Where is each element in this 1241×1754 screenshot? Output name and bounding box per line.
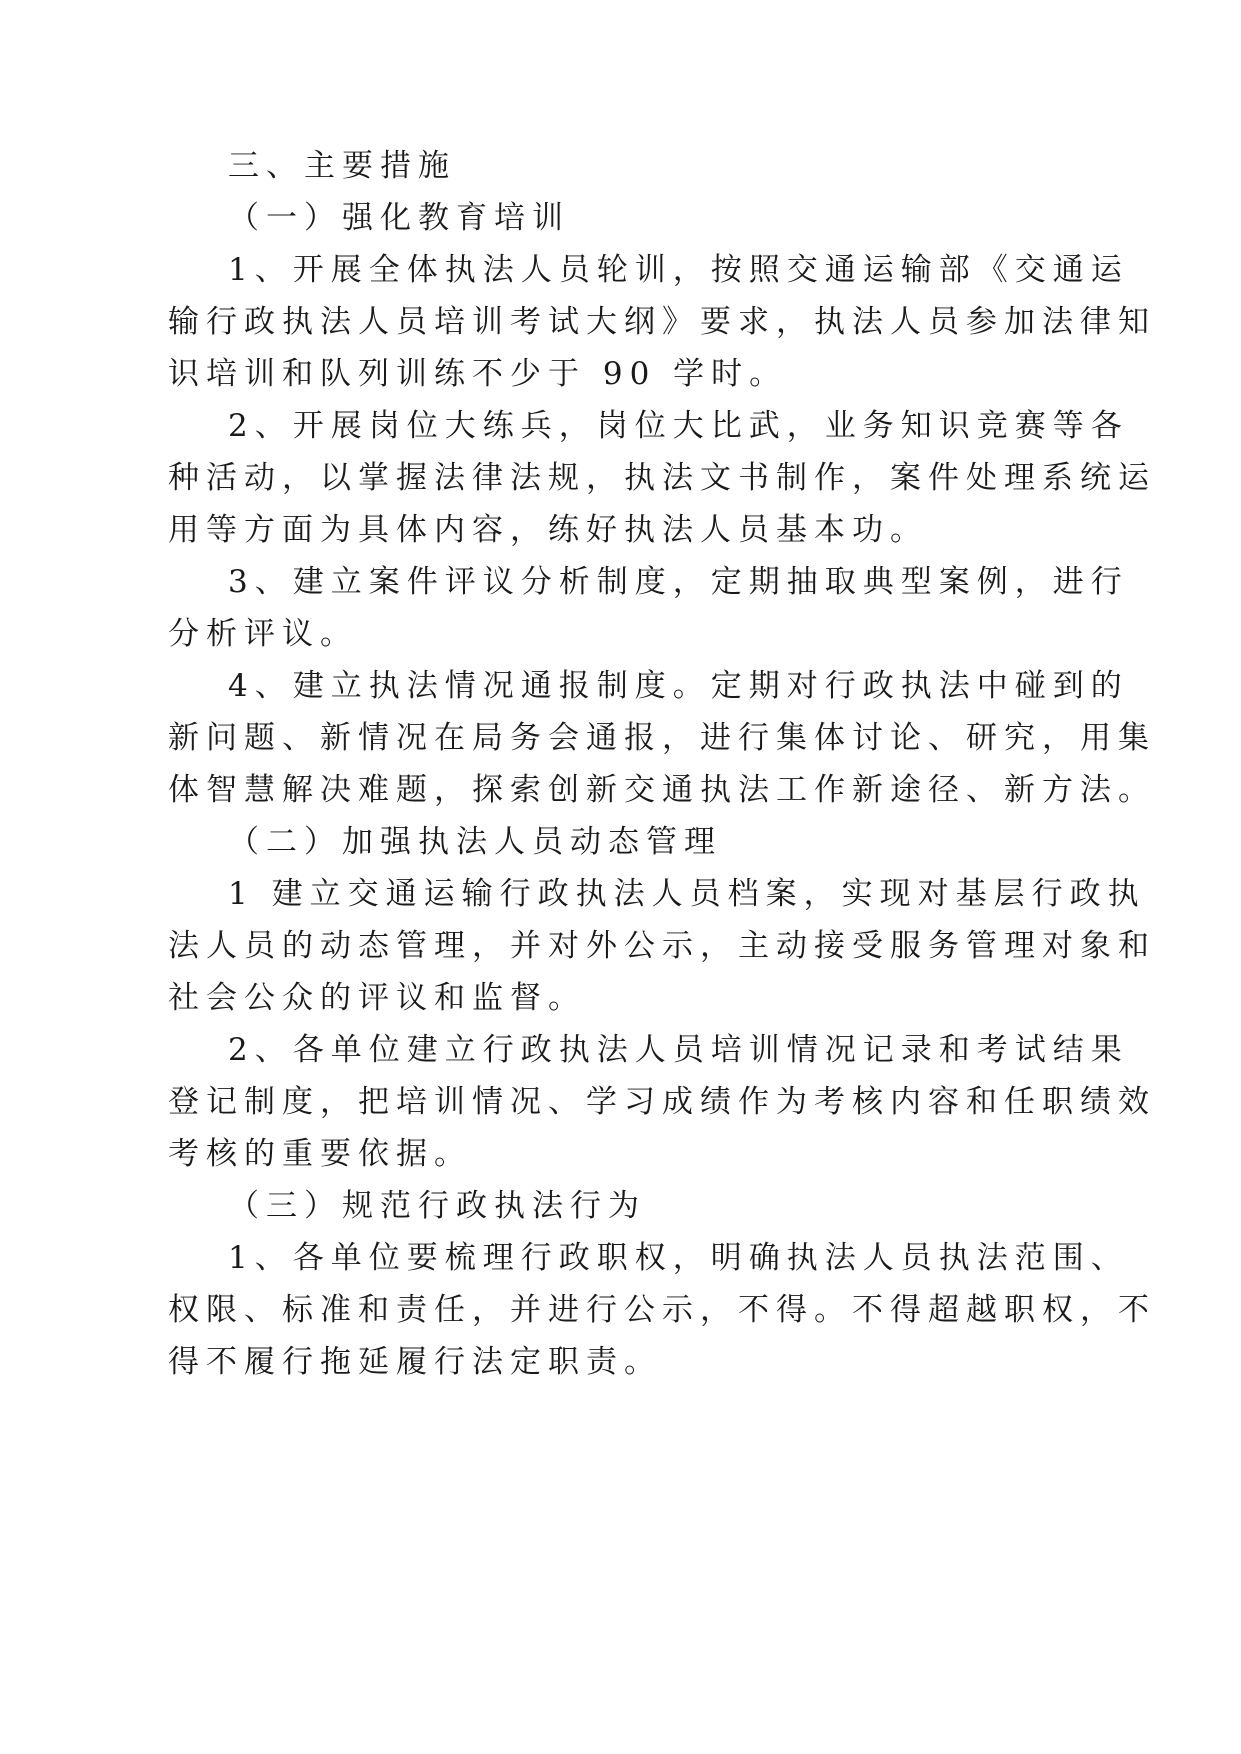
paragraph-line: 3、建立案件评议分析制度，定期抽取典型案例，进行 [228, 564, 1129, 600]
paragraph-line: 1、各单位要梳理行政职权，明确执法人员执法范围、 [228, 1240, 1129, 1276]
paragraph-line: 考核的重要依据。 [168, 1136, 472, 1172]
paragraph-line: 得不履行拖延履行法定职责。 [168, 1344, 662, 1380]
paragraph-line: 2、各单位建立行政执法人员培训情况记录和考试结果 [228, 1032, 1129, 1068]
paragraph-line: 权限、标准和责任，并进行公示，不得。不得超越职权，不 [168, 1292, 1156, 1328]
paragraph-line: 4、建立执法情况通报制度。定期对行政执法中碰到的 [228, 668, 1129, 704]
paragraph-line: 登记制度，把培训情况、学习成绩作为考核内容和任职绩效 [168, 1084, 1156, 1120]
paragraph-line: 1 建立交通运输行政执法人员档案，实现对基层行政执 [228, 876, 1146, 912]
paragraph-line: 识培训和队列训练不少于 90 学时。 [168, 356, 788, 392]
subsection-heading-standardize-enforcement: （三）规范行政执法行为 [228, 1188, 646, 1224]
paragraph-line: 种活动，以掌握法律法规，执法文书制作，案件处理系统运 [168, 460, 1156, 496]
subsection-heading-dynamic-management: （二）加强执法人员动态管理 [228, 824, 722, 860]
paragraph-line: 社会公众的评议和监督。 [168, 980, 586, 1016]
paragraph-line: 1、开展全体执法人员轮训，按照交通运输部《交通运 [228, 252, 1129, 288]
paragraph-line: 分析评议。 [168, 616, 358, 652]
subsection-heading-education-training: （一）强化教育培训 [228, 200, 570, 236]
paragraph-line: 新问题、新情况在局务会通报，进行集体讨论、研究，用集 [168, 720, 1156, 756]
paragraph-line: 2、开展岗位大练兵，岗位大比武，业务知识竞赛等各 [228, 408, 1129, 444]
paragraph-line: 法人员的动态管理，并对外公示，主动接受服务管理对象和 [168, 928, 1156, 964]
paragraph-line: 输行政执法人员培训考试大纲》要求，执法人员参加法律知 [168, 304, 1156, 340]
paragraph-line: 体智慧解决难题，探索创新交通执法工作新途径、新方法。 [168, 772, 1156, 808]
section-heading-main-measures: 三、主要措施 [228, 148, 456, 184]
paragraph-line: 用等方面为具体内容，练好执法人员基本功。 [168, 512, 928, 548]
